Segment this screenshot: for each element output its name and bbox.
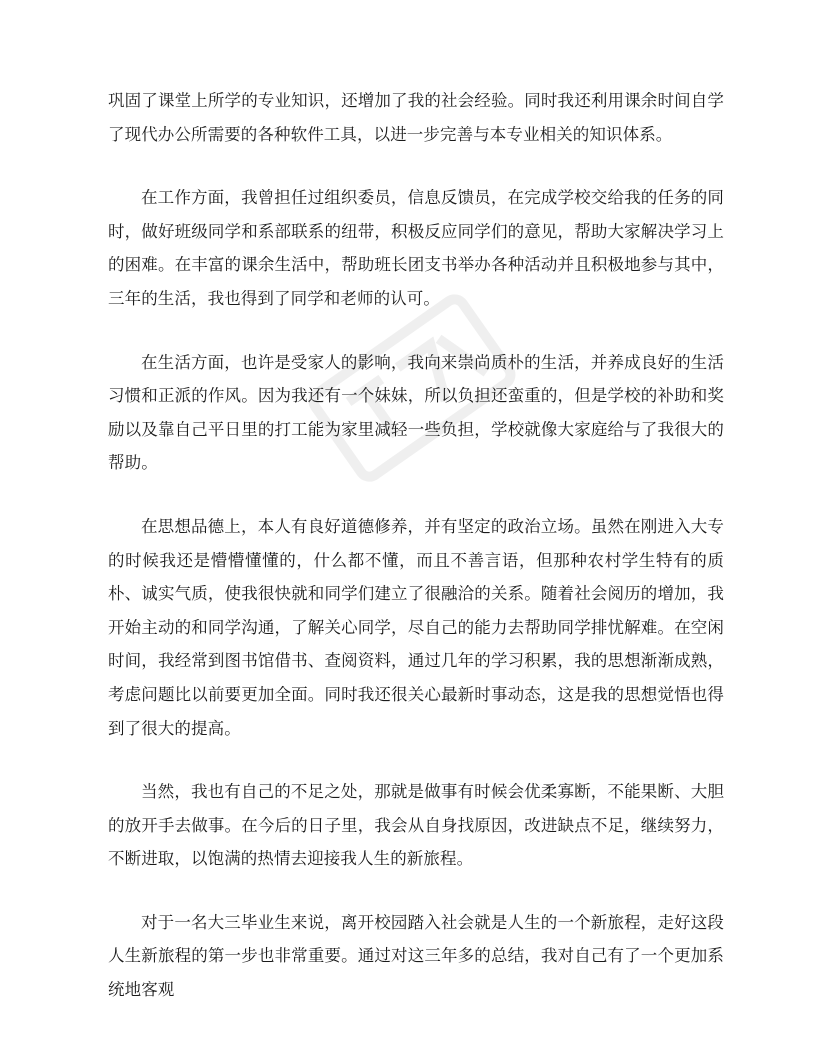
paragraph-3: 在生活方面，也许是受家人的影响，我向来崇尚质朴的生活，并养成良好的生活习惯和正派的作风。因为我还有一个妹妹，所以负担还蛮重的，但是学校的补助和奖励以及靠自己平日里的打工能为家里减轻一些负担，学校就像大家庭给与了我很大的帮助。: [108, 352, 724, 473]
paragraph-4: 在思想品德上，本人有良好道德修养，并有坚定的政治立场。虽然在刚进入大专的时候我还是懵懵懂懂的，什么都不懂，而且不善言语，但那种农村学生特有的质朴、诚实气质，使我很快就和同学们建立了很融洽的关系。随着社会阅历的增加，我开始主动的和同学沟通，了解关心同学，尽自己的能力去帮助同学排忧解难。在空闲时间，我经常到图书馆借书、查阅资料，通过几年的学习积累，我的思想渐渐成熟，考虑问题比以前要更加全面。同时我还很关心最新时事动态，这是我的思想觉悟也得到了很大的提高。: [108, 516, 724, 738]
paragraph-2: 在工作方面，我曾担任过组织委员，信息反馈员，在完成学校交给我的任务的同时，做好班级同学和系部联系的纽带，积极反应同学们的意见，帮助大家解决学习上的困难。在丰富的课余生活中，帮助班长团支书举办各种活动并且积极地参与其中，三年的生活，我也得到了同学和老师的认可。: [108, 188, 724, 308]
document-page: [108, 84, 724, 1037]
paragraph-1: 巩固了课堂上所学的专业知识，还增加了我的社会经验。同时我还利用课余时间自学了现代办公所需要的各种软件工具，以进一步完善与本专业相关的知识体系。: [108, 91, 724, 144]
paragraph-5: 当然，我也有自己的不足之处，那就是做事有时候会优柔寡断，不能果断、大胆的放开手去做事。在今后的日子里，我会从自身找原因，改进缺点不足，继续努力，不断进取，以饱满的热情去迎接我人生的新旅程。: [108, 782, 724, 869]
paragraph-6: 对于一名大三毕业生来说，离开校园踏入社会就是人生的一个新旅程，走好这段人生新旅程的第一步也非常重要。通过对这三年多的总结，我对自己有了一个更加系统地客观: [108, 912, 724, 1000]
